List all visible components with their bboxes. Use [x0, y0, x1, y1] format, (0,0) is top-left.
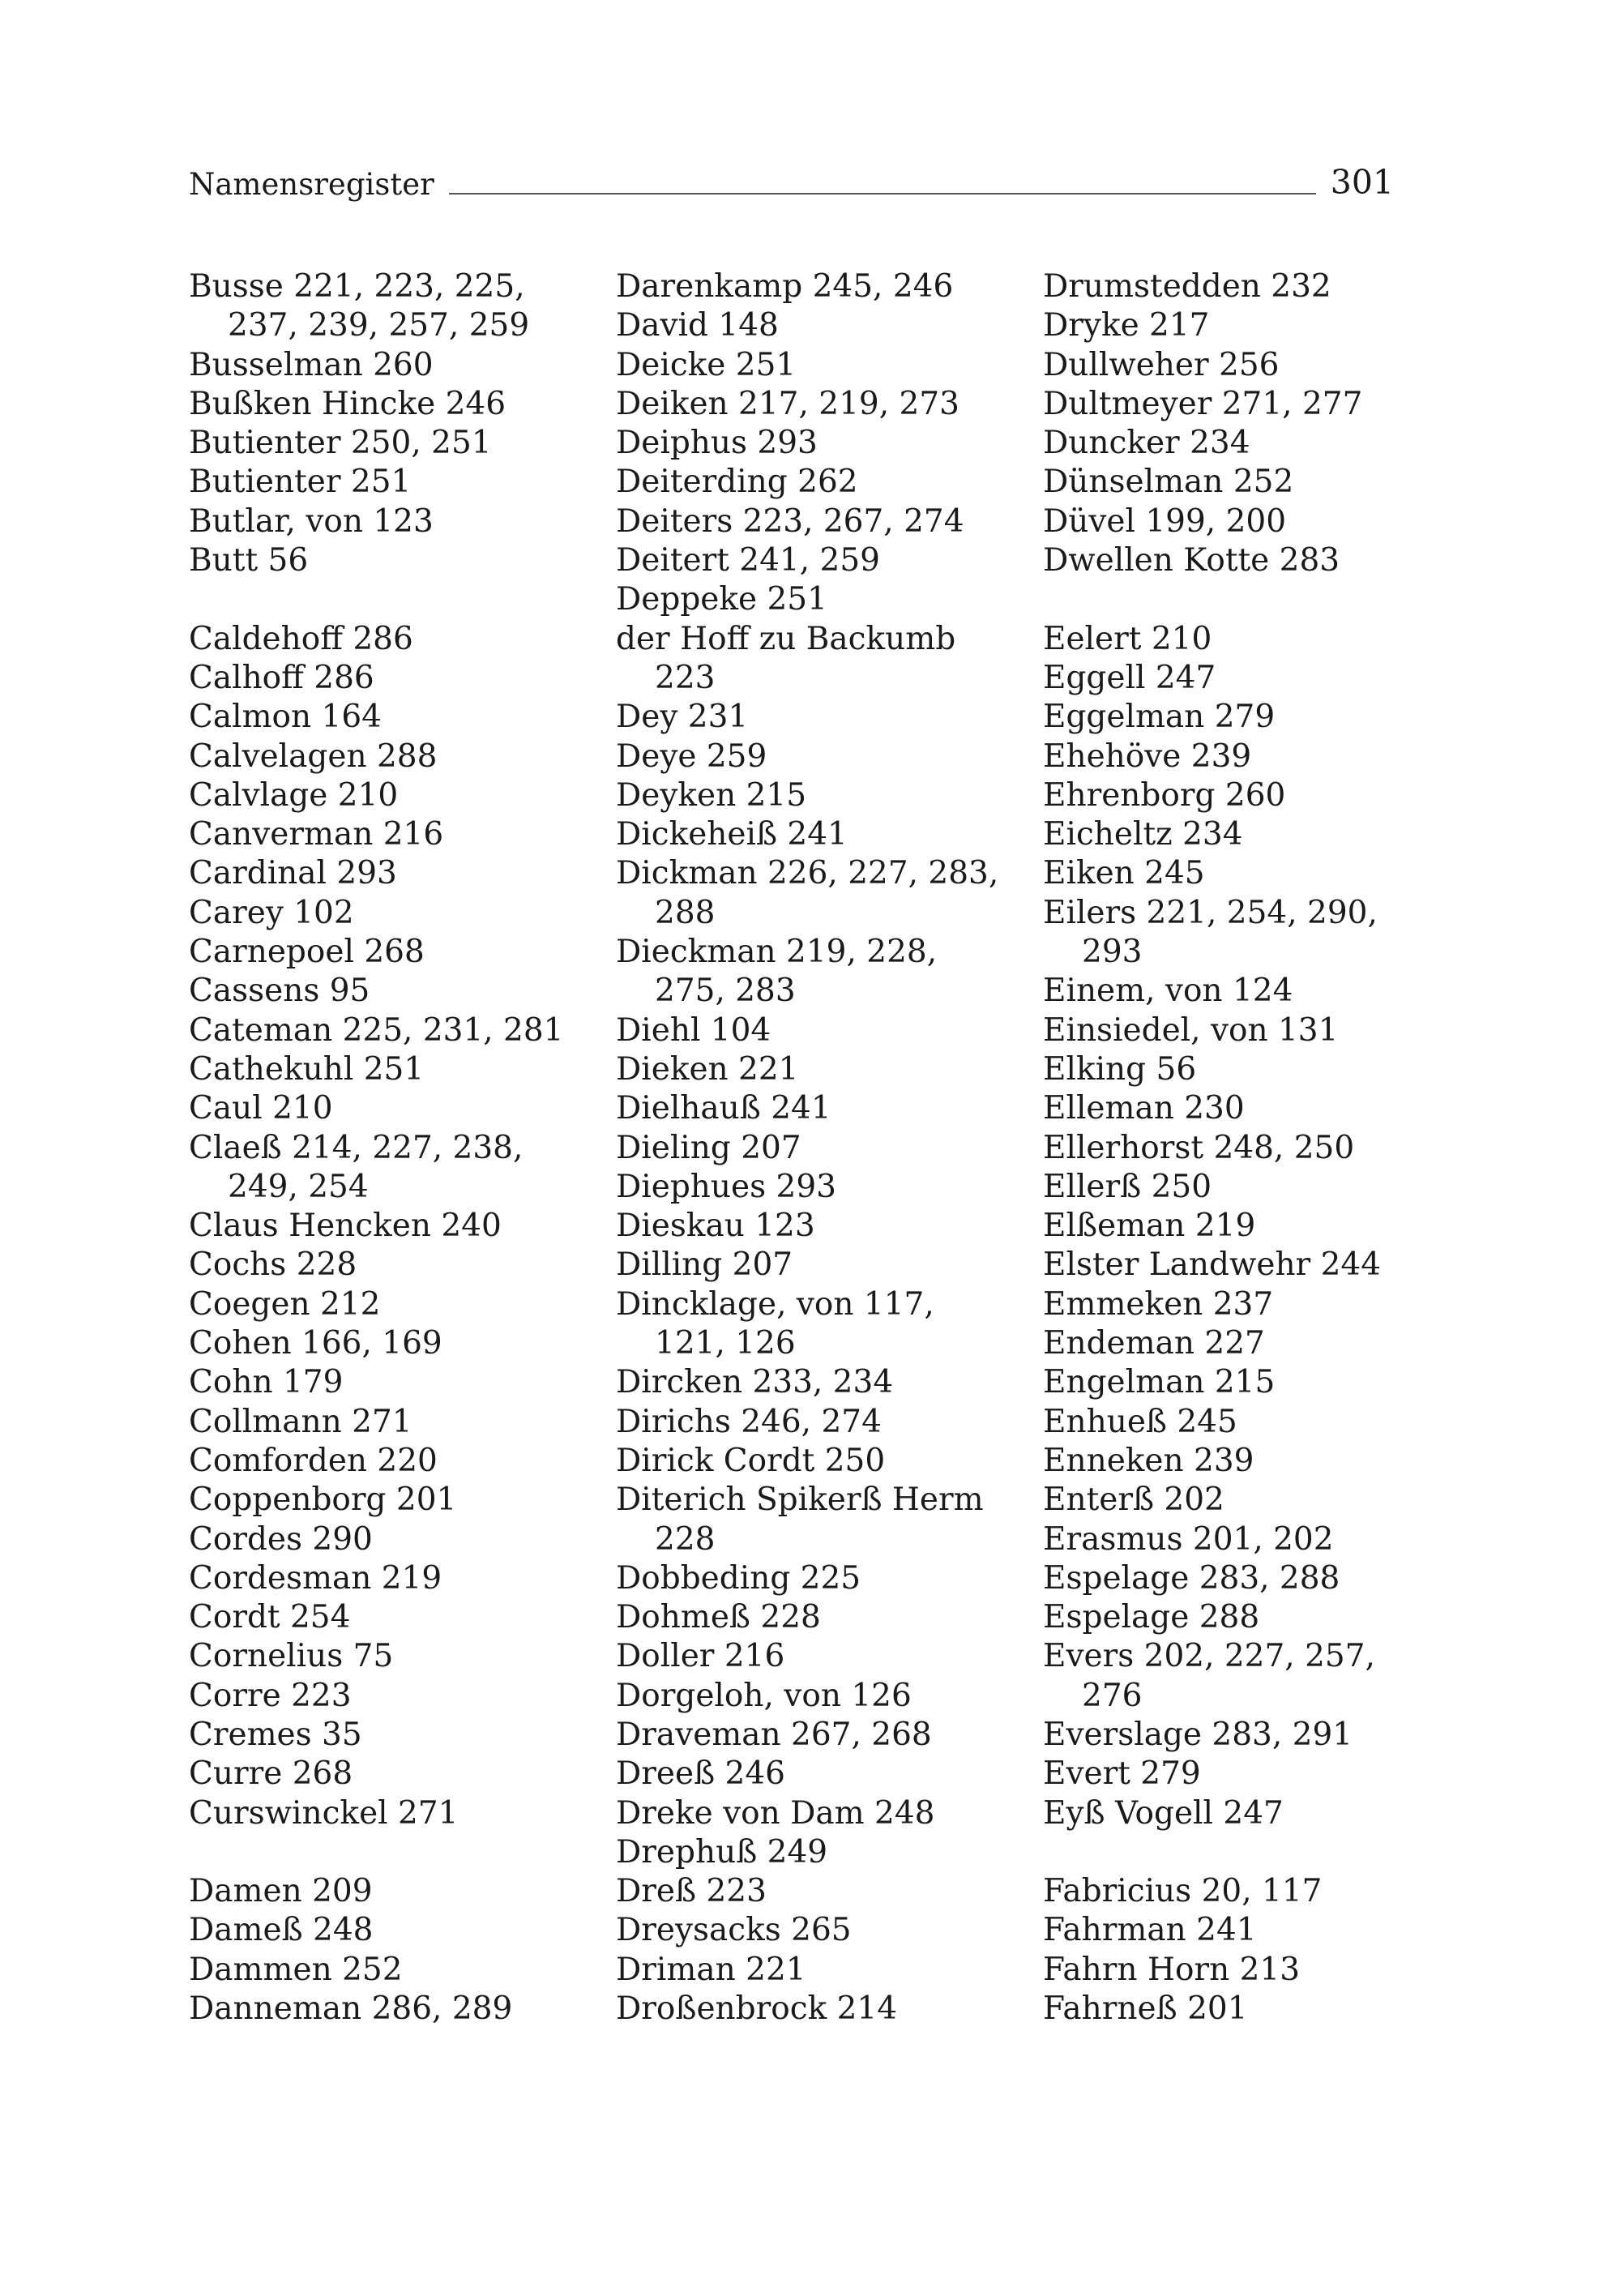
index-entry: Butlar, von 123	[189, 502, 434, 540]
index-entry: Eelert 210	[1043, 620, 1212, 657]
index-entry: Curswinckel 271	[189, 1794, 459, 1832]
index-entry: Butienter 250, 251	[189, 425, 492, 462]
index-entry: Calhoff 286	[189, 659, 374, 696]
index-entry: Diephues 293	[616, 1168, 836, 1205]
index-entry: Caul 210	[189, 1090, 333, 1127]
index-entry: Enhueß 245	[1043, 1403, 1237, 1440]
index-entry: Elleman 230	[1043, 1090, 1245, 1127]
index-entry: Coppenborg 201	[189, 1481, 457, 1519]
index-entry: Fahrneß 201	[1043, 1990, 1248, 2028]
index-entry: Cassens 95	[189, 973, 370, 1010]
index-entry: Dünselman 252	[1043, 464, 1294, 501]
index-entry: Düvel 199, 200	[1043, 502, 1287, 540]
index-entry: Dreke von Dam 248	[616, 1794, 935, 1832]
index-entry: Dickman 226, 227, 283, 288	[616, 855, 999, 931]
index-entry: Diterich Spikerß Herm 228	[616, 1481, 984, 1558]
index-entry: Everslage 283, 291	[1043, 1716, 1353, 1753]
index-entry: Dey 231	[616, 699, 749, 736]
index-entry: Busse 221, 223, 225, 237, 239, 257, 259	[189, 268, 530, 344]
index-entry: Dirick Cordt 250	[616, 1442, 886, 1479]
index-entry: Danneman 286, 289	[189, 1990, 513, 2028]
index-entry: Evert 279	[1043, 1755, 1201, 1793]
index-entry: Collmann 271	[189, 1403, 412, 1440]
index-entry: Coegen 212	[189, 1285, 381, 1323]
index-entry: Cardinal 293	[189, 855, 397, 892]
index-entry: Deiterding 262	[616, 464, 858, 501]
index-entry: Evers 202, 227, 257, 276	[1043, 1638, 1375, 1714]
index-entry: Dreeß 246	[616, 1755, 785, 1793]
index-entry: Claus Hencken 240	[189, 1208, 502, 1245]
index-entry: Dwellen Kotte 283	[1043, 542, 1340, 579]
index-entry: Fahrn Horn 213	[1043, 1951, 1301, 1988]
index-entry: Comforden 220	[189, 1442, 438, 1479]
section-gap	[1043, 1833, 1464, 1872]
index-column-1	[189, 267, 610, 2029]
index-entry: Corre 223	[189, 1677, 352, 1714]
index-entry: Draveman 267, 268	[616, 1716, 932, 1753]
section-gap	[189, 580, 610, 619]
index-entry: Diehl 104	[616, 1011, 771, 1049]
index-entry: Butt 56	[189, 542, 309, 579]
index-entry: Cateman 225, 231, 281	[189, 1011, 564, 1049]
index-entry: Fahrman 241	[1043, 1912, 1257, 1949]
index-entry: Eggelman 279	[1043, 699, 1276, 736]
index-entry: Dullweher 256	[1043, 346, 1280, 383]
index-entry: Endeman 227	[1043, 1325, 1265, 1362]
index-entry: Ehehöve 239	[1043, 738, 1252, 775]
index-entry: Bußken Hincke 246	[189, 385, 506, 422]
index-entry: Deicke 251	[616, 346, 797, 383]
index-entry: Carey 102	[189, 894, 354, 931]
index-entry: Calvlage 210	[189, 776, 399, 814]
index-entry: Dryke 217	[1043, 307, 1210, 344]
index-entry: Fabricius 20, 117	[1043, 1873, 1323, 1910]
index-entry: Canverman 216	[189, 816, 444, 853]
index-entry: Dirichs 246, 274	[616, 1403, 882, 1440]
index-entry: Cohen 166, 169	[189, 1325, 442, 1362]
index-entry: Elßeman 219	[1043, 1208, 1256, 1245]
index-entry: Espelage 283, 288	[1043, 1559, 1340, 1597]
index-entry: Deiphus 293	[616, 425, 818, 462]
section-gap	[1043, 580, 1464, 619]
index-entry: Eiken 245	[1043, 855, 1205, 892]
index-entry: Eyß Vogell 247	[1043, 1794, 1284, 1832]
index-entry: Driman 221	[616, 1951, 806, 1988]
index-entry: Cathekuhl 251	[189, 1050, 425, 1088]
index-entry: Caldehoff 286	[189, 620, 413, 657]
index-entry: Damen 209	[189, 1873, 373, 1910]
index-entry: Deiters 223, 267, 274	[616, 502, 964, 540]
index-column-3	[1043, 267, 1464, 2029]
index-entry: Duncker 234	[1043, 425, 1250, 462]
index-entry: Enterß 202	[1043, 1481, 1224, 1519]
index-entry: Doller 216	[616, 1638, 785, 1675]
index-entry: Einsiedel, von 131	[1043, 1011, 1339, 1049]
index-entry: David 148	[616, 307, 779, 344]
index-entry: Calvelagen 288	[189, 738, 438, 775]
index-entry: der Hoff zu Backumb 223	[616, 620, 956, 696]
index-entry: Emmeken 237	[1043, 1285, 1274, 1323]
index-entry: Dieling 207	[616, 1129, 801, 1166]
index-entry: Dieken 221	[616, 1050, 799, 1088]
index-entry: Ellerß 250	[1043, 1168, 1212, 1205]
index-entry: Claeß 214, 227, 238, 249, 254	[189, 1129, 524, 1205]
running-head	[189, 151, 1394, 202]
index-entry: Deiken 217, 219, 273	[616, 385, 959, 422]
index-entry: Cordesman 219	[189, 1559, 442, 1597]
index-entry: Enneken 239	[1043, 1442, 1254, 1479]
index-entry: Cochs 228	[189, 1246, 357, 1284]
index-entry: Drumstedden 232	[1043, 268, 1331, 305]
index-entry: Carnepoel 268	[189, 934, 425, 971]
index-entry: Cremes 35	[189, 1716, 362, 1753]
index-entry: Droßenbrock 214	[616, 1990, 898, 2028]
index-entry: Curre 268	[189, 1755, 353, 1793]
index-entry: Dorgeloh, von 126	[616, 1677, 912, 1714]
index-entry: Calmon 164	[189, 699, 382, 736]
index-entry: Dohmeß 228	[616, 1599, 821, 1636]
index-entry: Cordes 290	[189, 1520, 373, 1558]
index-entry: Busselman 260	[189, 346, 434, 383]
index-entry: Dircken 233, 234	[616, 1364, 894, 1401]
index-entry: Elking 56	[1043, 1050, 1197, 1088]
index-entry: Eicheltz 234	[1043, 816, 1243, 853]
index-entry: Einem, von 124	[1043, 973, 1293, 1010]
index-entry: Dreysacks 265	[616, 1912, 852, 1949]
index-entry: Dameß 248	[189, 1912, 374, 1949]
index-entry: Drephuß 249	[616, 1833, 828, 1871]
running-head-title: Namensregister	[189, 167, 434, 202]
page-number: 301	[1330, 163, 1394, 202]
header-rule	[449, 193, 1316, 195]
index-entry: Deye 259	[616, 738, 767, 775]
index-entry: Ellerhorst 248, 250	[1043, 1129, 1355, 1166]
index-entry: Dreß 223	[616, 1873, 767, 1910]
index-entry: Darenkamp 245, 246	[616, 268, 954, 305]
section-gap	[189, 1833, 610, 1872]
index-entry: Dieckman 219, 228, 275, 283	[616, 934, 938, 1010]
index-entry: Deppeke 251	[616, 581, 827, 618]
index-entry: Deitert 241, 259	[616, 542, 880, 579]
index-entry: Erasmus 201, 202	[1043, 1520, 1334, 1558]
index-entry: Espelage 288	[1043, 1599, 1260, 1636]
index-entry: Dammen 252	[189, 1951, 403, 1988]
index-entry: Eggell 247	[1043, 659, 1216, 696]
index-entry: Dobbeding 225	[616, 1559, 861, 1597]
index-column-2	[616, 267, 1037, 2029]
index-entry: Dielhauß 241	[616, 1090, 831, 1127]
index-entry: Elster Landwehr 244	[1043, 1246, 1382, 1284]
index-entry: Ehrenborg 260	[1043, 776, 1286, 814]
index-entry: Cornelius 75	[189, 1638, 394, 1675]
index-entry: Cordt 254	[189, 1599, 351, 1636]
index-entry: Dieskau 123	[616, 1208, 815, 1245]
index-entry: Eilers 221, 254, 290, 293	[1043, 894, 1378, 971]
index-entry: Dickeheiß 241	[616, 816, 848, 853]
index-entry: Butienter 251	[189, 464, 412, 501]
index-entry: Cohn 179	[189, 1364, 344, 1401]
index-entry: Engelman 215	[1043, 1364, 1276, 1401]
index-entry: Dultmeyer 271, 277	[1043, 385, 1363, 422]
index-entry: Dincklage, von 117, 121, 126	[616, 1285, 934, 1362]
index-entry: Deyken 215	[616, 776, 807, 814]
index-entry: Dilling 207	[616, 1246, 793, 1284]
